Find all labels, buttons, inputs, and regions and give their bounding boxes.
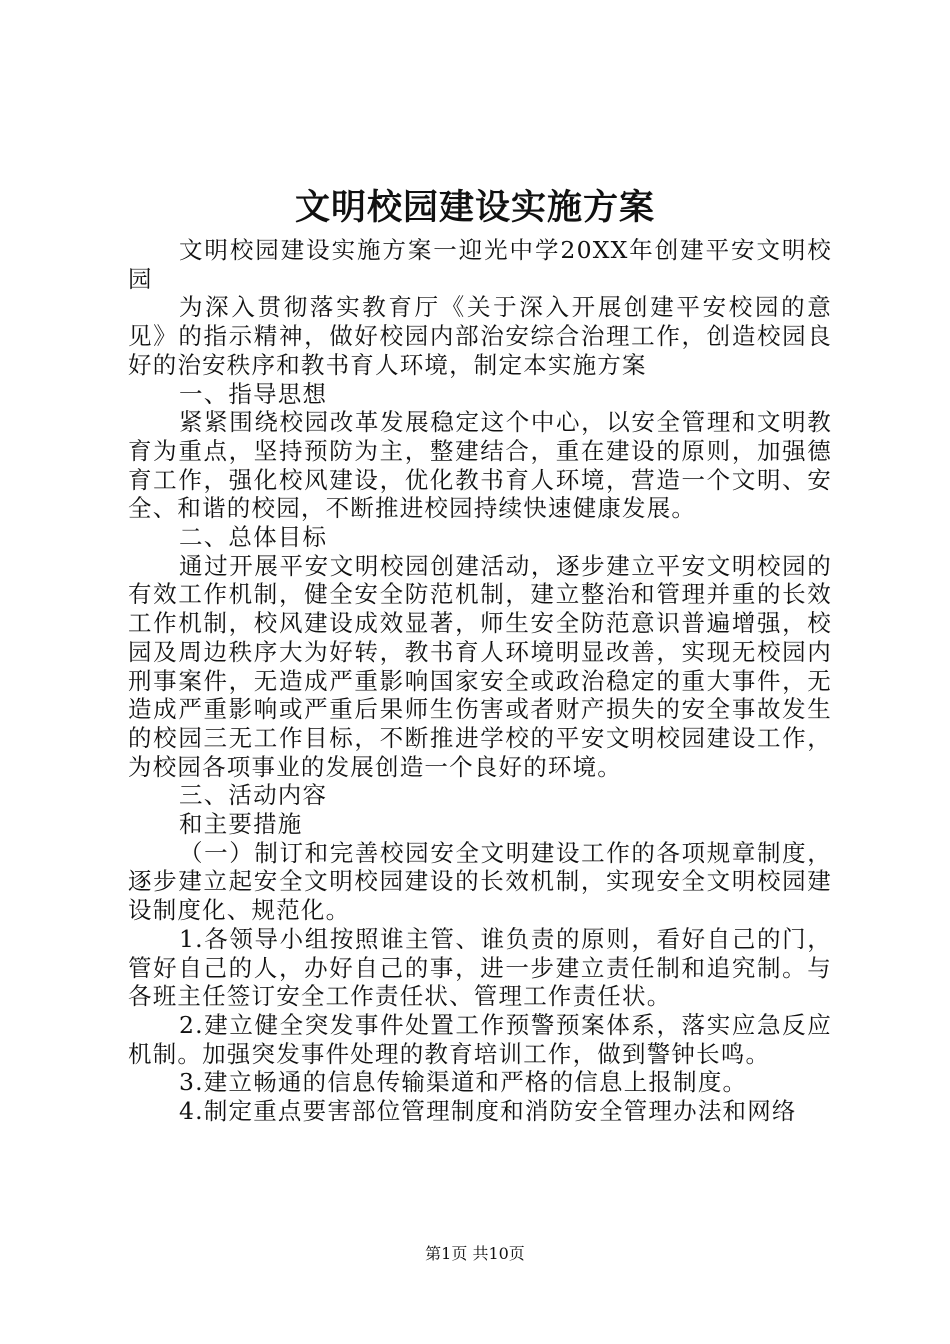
paragraph-overall-goal: 通过开展平安文明校园创建活动，逐步建立平安文明校园的有效工作机制，健全安全防范机制，建立整治和管理并重的长效工作机制，校风建设成效显著，师生安全防范意识普遍增强，校园及周边秩序大为好转，教书育人环境明显改善，实现无校园内刑事案件，无造成严重影响国家安全或政治稳定的重大事件，无造成严重影响或严重后果师生伤害或者财产损失的安全事故发生的校园三无工作目标，不断推进学校的平安文明校园建设工作，为校园各项事业的发展创造一个良好的环境。 bbox=[128, 551, 832, 781]
paragraph-intro: 文明校园建设实施方案一迎光中学20XX年创建平安文明校园 bbox=[128, 236, 832, 293]
paragraph-guiding-thought: 紧紧围绕校园改革发展稳定这个中心，以安全管理和文明教育为重点，坚持预防为主，整建结合，重在建设的原则，加强德育工作，强化校风建设，优化教书育人环境，营造一个文明、安全、和谐的校园，不断推进校园持续快速健康发展。 bbox=[128, 408, 832, 523]
list-item-1: 1.各领导小组按照谁主管、谁负责的原则，看好自己的门，管好自己的人，办好自己的事，进一步建立责任制和追究制。与各班主任签订安全工作责任状、管理工作责任状。 bbox=[128, 924, 832, 1011]
list-item-4: 4.制定重点要害部位管理制度和消防安全管理办法和网络 bbox=[179, 1097, 797, 1126]
section-heading-overall-goal: 二、总体目标 bbox=[179, 523, 328, 552]
document-body bbox=[128, 236, 832, 1126]
document-title: 文明校园建设实施方案 bbox=[294, 187, 655, 228]
section-heading-main-measures: 和主要措施 bbox=[179, 810, 303, 839]
list-item-3: 3.建立畅通的信息传输渠道和严格的信息上报制度。 bbox=[179, 1068, 748, 1097]
section-heading-activity-content: 三、活动内容 bbox=[179, 781, 328, 810]
list-item-2: 2.建立健全突发事件处置工作预警预案体系，落实应急反应机制。加强突发事件处理的教育培训工作，做到警钟长鸣。 bbox=[128, 1010, 832, 1068]
section-heading-guiding-thought: 一、指导思想 bbox=[179, 379, 328, 408]
paragraph-purpose: 为深入贯彻落实教育厅《关于深入开展创建平安校园的意见》的指示精神，做好校园内部治安综合治理工作，创造校园良好的治安秩序和教书育人环境，制定本实施方案 bbox=[128, 293, 832, 379]
paragraph-measure-1: （一）制订和完善校园安全文明建设工作的各项规章制度，逐步建立起安全文明校园建设的长效机制，实现安全文明校园建设制度化、规范化。 bbox=[128, 838, 832, 925]
page-number-footer: 第1页 共10页 bbox=[425, 1244, 525, 1263]
